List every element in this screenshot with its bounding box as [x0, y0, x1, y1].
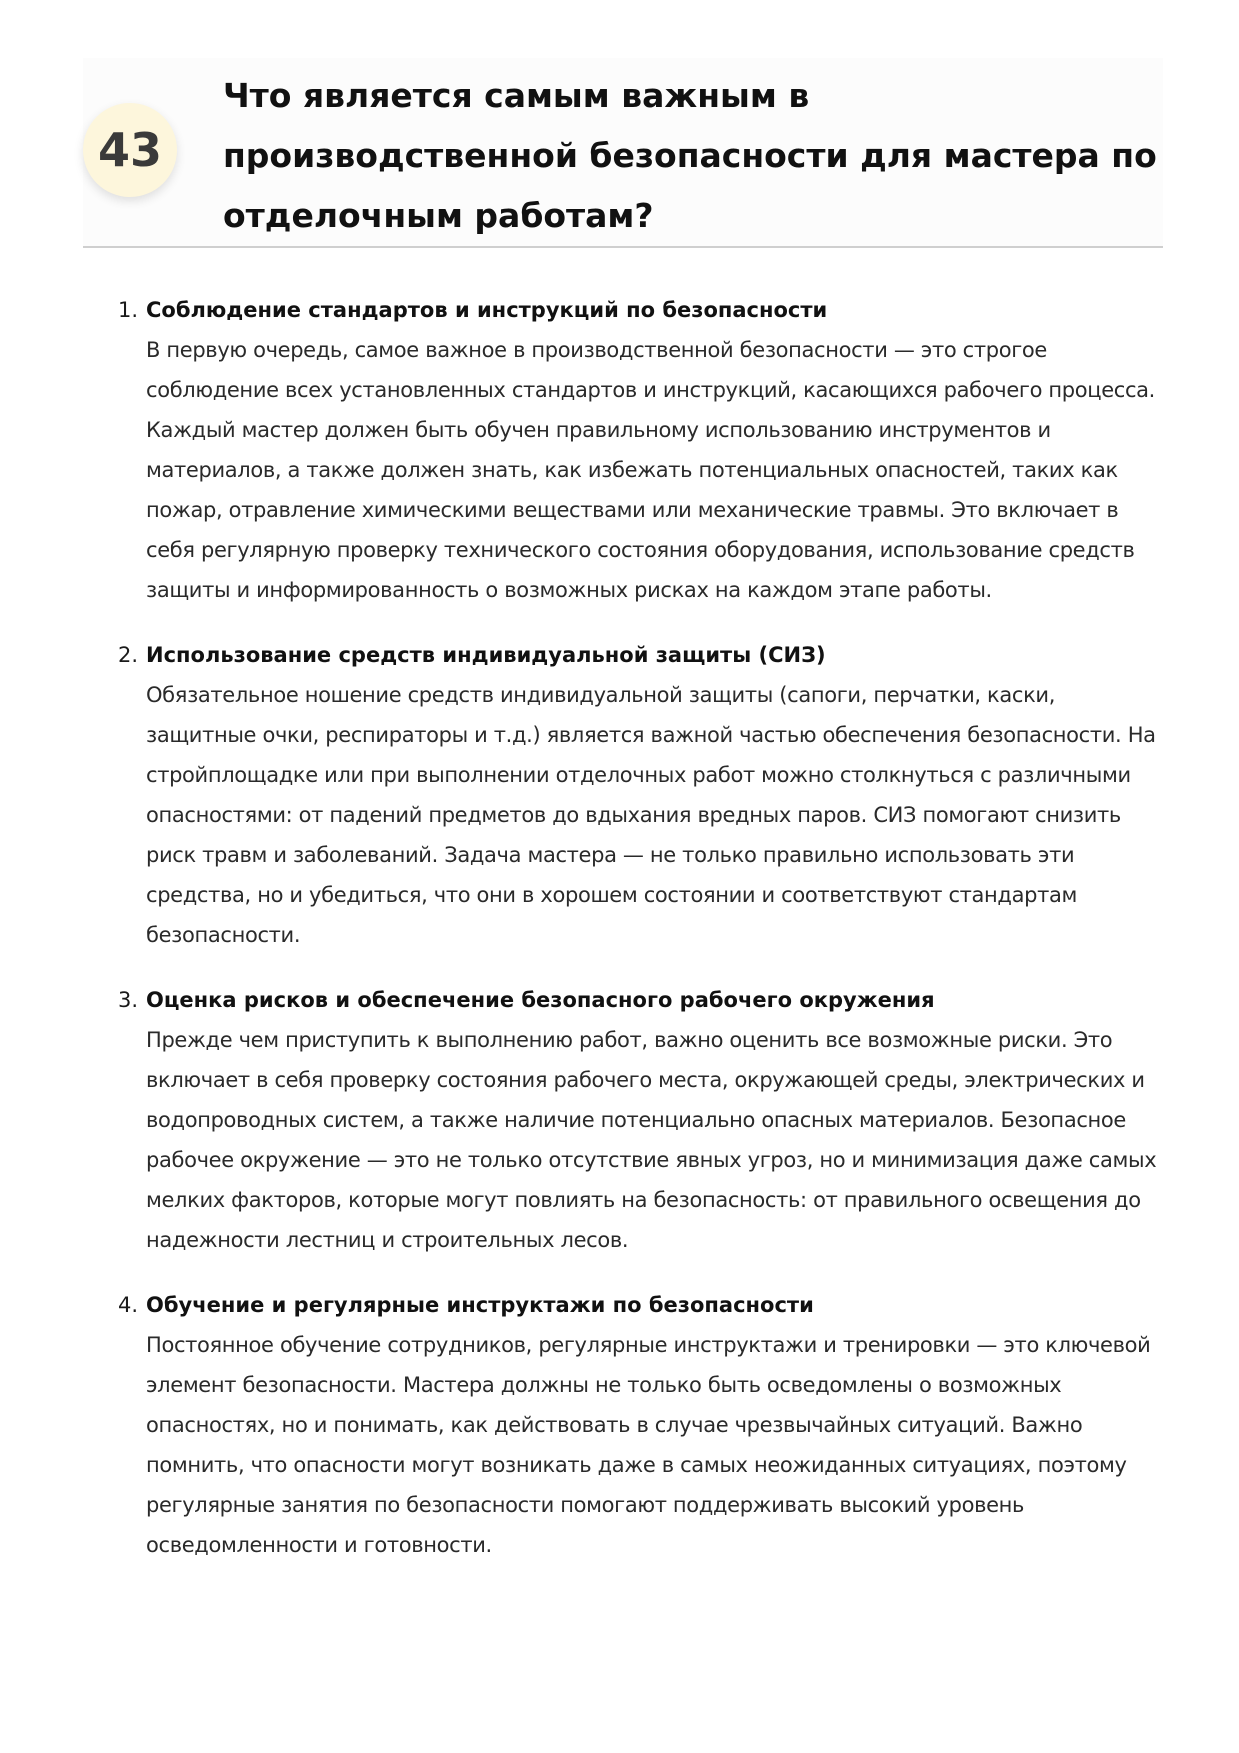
- question-number-badge: 43: [83, 103, 177, 197]
- list-item-number: 2.: [118, 643, 139, 667]
- list-item-number: 4.: [118, 1293, 139, 1317]
- answer-content: [116, 290, 1166, 1590]
- list-item-title: Соблюдение стандартов и инструкций по безопасности: [146, 298, 828, 322]
- list-item: [116, 980, 1166, 1260]
- list-item: [116, 635, 1166, 955]
- list-item: [116, 1285, 1166, 1565]
- list-item-text: Обязательное ношение средств индивидуальной защиты (сапоги, перчатки, каски, защитные очки, респираторы и т.д.) является важной частью обеспечения безопасности. На стройплощадке или при выполнении отделочных работ можно столкнуться с различными опасностями: от падений предметов до вдыхания вредных паров. СИЗ помогают снизить риск травм и заболеваний. Задача мастера — не только правильно использовать эти средства, но и убедиться, что они в хорошем состоянии и соответствуют стандартам безопасности.: [146, 683, 1156, 947]
- question-header: [83, 58, 1163, 248]
- list-item-number: 1.: [118, 298, 139, 322]
- list-item-title: Использование средств индивидуальной защиты (СИЗ): [146, 643, 826, 667]
- list-item-title: Оценка рисков и обеспечение безопасного рабочего окружения: [146, 988, 935, 1012]
- list-item-text: В первую очередь, самое важное в производственной безопасности — это строгое соблюдение всех установленных стандартов и инструкций, касающихся рабочего процесса. Каждый мастер должен быть обучен правильному использованию инструментов и материалов, а также должен знать, как избежать потенциальных опасностей, таких как пожар, отравление химическими веществами или механические травмы. Это включает в себя регулярную проверку технического состояния оборудования, использование средств защиты и информированность о возможных рисках на каждом этапе работы.: [146, 338, 1156, 602]
- list-item-title: Обучение и регулярные инструктажи по безопасности: [146, 1293, 814, 1317]
- answer-list: [116, 290, 1166, 1565]
- list-item-text: Прежде чем приступить к выполнению работ, важно оценить все возможные риски. Это включает в себя проверку состояния рабочего места, окружающей среды, электрических и водопроводных систем, а также наличие потенциально опасных материалов. Безопасное рабочее окружение — это не только отсутствие явных угроз, но и минимизация даже самых мелких факторов, которые могут повлиять на безопасность: от правильного освещения до надежности лестниц и строительных лесов.: [146, 1028, 1157, 1252]
- list-item-text: Постоянное обучение сотрудников, регулярные инструктажи и тренировки — это ключевой элемент безопасности. Мастера должны не только быть осведомлены о возможных опасностях, но и понимать, как действовать в случае чрезвычайных ситуаций. Важно помнить, что опасности могут возникать даже в самых неожиданных ситуациях, поэтому регулярные занятия по безопасности помогают поддерживать высокий уровень осведомленности и готовности.: [146, 1333, 1151, 1557]
- list-item-number: 3.: [118, 988, 139, 1012]
- list-item: [116, 290, 1166, 610]
- question-title: Что является самым важным в производственной безопасности для мастера по отделочным работам?: [223, 76, 1157, 235]
